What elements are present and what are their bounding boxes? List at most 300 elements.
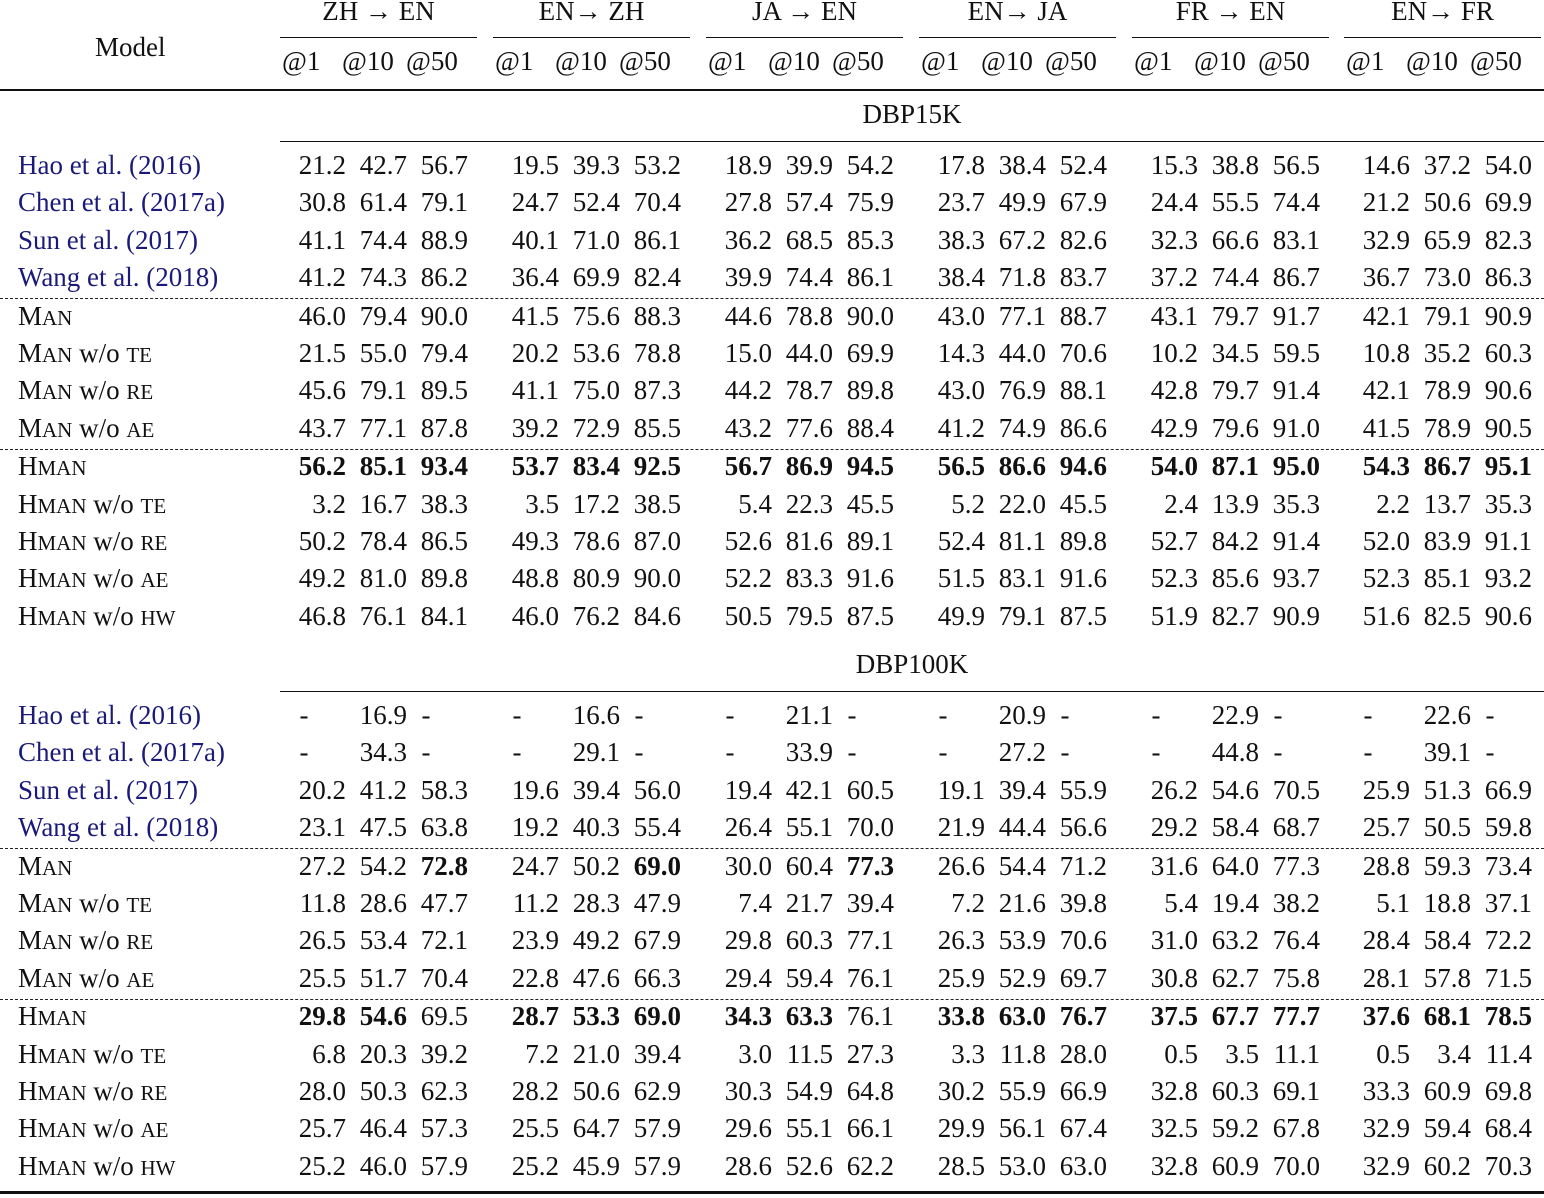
model-rest: AN — [42, 417, 73, 442]
metric-value: 76.4 — [1272, 925, 1320, 956]
metric-value: 37.5 — [1150, 1001, 1198, 1032]
metric-value: 88.1 — [1059, 375, 1107, 406]
metric-value: 50.5 — [1423, 811, 1471, 842]
model-initial: M — [18, 850, 43, 881]
metric-value: - — [1273, 737, 1283, 768]
metric-value: 75.0 — [572, 375, 620, 406]
metric-value: 23.7 — [937, 187, 985, 218]
metric-value: 44.6 — [724, 300, 772, 331]
metric-value: 25.5 — [298, 962, 346, 993]
metric-value: 42.1 — [1362, 375, 1410, 406]
model-name — [18, 301, 72, 332]
cmidrule — [1132, 37, 1329, 38]
metric-value: 79.1 — [1423, 300, 1471, 331]
metric-value: 64.0 — [1211, 850, 1259, 881]
metric-value: 63.0 — [1059, 1150, 1107, 1181]
metric-value: - — [847, 737, 857, 768]
metric-value: 45.5 — [846, 488, 894, 519]
metric-value: 86.7 — [1272, 261, 1320, 292]
metric-value: 11.8 — [999, 1038, 1046, 1069]
model-initial: H — [18, 1150, 38, 1181]
model-rest: MAN — [37, 456, 87, 481]
metric-value: 58.4 — [1423, 925, 1471, 956]
metric-value: 38.4 — [998, 150, 1046, 180]
citation-link[interactable]: Sun et al. (2017) — [18, 774, 198, 805]
metric-value: 86.6 — [998, 451, 1046, 482]
metric-value: 71.2 — [1059, 850, 1107, 881]
metric-value: 79.4 — [420, 338, 468, 368]
metric-value: 36.7 — [1362, 261, 1410, 292]
metric-value: 56.7 — [420, 150, 468, 180]
model-initial: H — [18, 488, 38, 519]
metric-value: 72.8 — [420, 850, 468, 881]
metric-value: 88.9 — [420, 224, 468, 255]
metric-value: 42.9 — [1150, 412, 1198, 443]
metric-value: - — [1363, 737, 1373, 768]
metric-value: 40.1 — [511, 224, 559, 255]
citation-link[interactable]: Sun et al. (2017) — [18, 224, 198, 255]
metric-value: - — [938, 737, 948, 768]
metric-value: 52.4 — [1059, 150, 1107, 180]
metric-value: 32.9 — [1362, 224, 1410, 255]
variant-component: HW — [140, 605, 176, 630]
metric-value: 13.7 — [1423, 488, 1471, 519]
metric-value: 25.7 — [298, 1113, 346, 1144]
metric-value: 49.9 — [998, 187, 1046, 218]
metric-value: 60.5 — [846, 774, 894, 805]
metric-value: 49.2 — [298, 563, 346, 594]
metric-value: 81.0 — [359, 563, 407, 594]
metric-value: 32.9 — [1362, 1150, 1410, 1181]
model-initial: M — [18, 925, 43, 956]
metric-value: 85.1 — [1423, 563, 1471, 594]
metric-value: 38.5 — [633, 488, 681, 519]
metric-value: 63.3 — [785, 1001, 833, 1032]
metric-value: 83.7 — [1059, 261, 1107, 292]
metric-value: 93.7 — [1272, 563, 1320, 594]
metric-value: 55.4 — [633, 811, 681, 842]
direction-header: FR → EN — [1175, 0, 1286, 26]
metric-value: 57.8 — [1423, 962, 1471, 993]
metric-value: 64.8 — [846, 1076, 894, 1106]
metric-value: 47.9 — [633, 888, 681, 918]
metric-value: 71.8 — [998, 261, 1046, 292]
metric-value: 14.3 — [937, 338, 985, 368]
metric-value: 86.1 — [633, 224, 681, 255]
metric-value: 59.8 — [1484, 811, 1532, 842]
metric-value: 66.1 — [846, 1113, 894, 1144]
metric-value: 79.4 — [359, 300, 407, 331]
metric-value: 37.1 — [1484, 888, 1532, 918]
metric-value: 10.8 — [1362, 338, 1410, 368]
metric-value: 94.5 — [846, 451, 894, 482]
metric-value: 70.4 — [420, 962, 468, 993]
metric-value: 44.4 — [998, 811, 1046, 842]
metric-value: 52.4 — [937, 526, 985, 556]
metric-value: - — [725, 700, 735, 730]
metric-value: 39.8 — [1059, 888, 1107, 918]
metric-value: 90.0 — [846, 300, 894, 331]
k-header: @10 — [555, 46, 607, 76]
model-name — [18, 1076, 167, 1107]
metric-value: 89.8 — [1059, 526, 1107, 556]
metric-value: 90.5 — [1484, 412, 1532, 443]
model-name — [18, 526, 167, 557]
metric-value: 34.3 — [724, 1001, 772, 1032]
variant-component: AE — [140, 1118, 169, 1143]
metric-value: 95.0 — [1272, 451, 1320, 482]
metric-value: 54.6 — [359, 1001, 407, 1032]
k-header: @1 — [1134, 46, 1173, 76]
metric-value: - — [1151, 700, 1161, 730]
metric-value: 50.3 — [359, 1076, 407, 1106]
model-initial: M — [18, 375, 43, 406]
cmidrule — [280, 37, 477, 38]
metric-value: 52.4 — [572, 187, 620, 218]
metric-value: 77.1 — [998, 300, 1046, 331]
variant-prefix: w/o — [86, 1076, 141, 1106]
metric-value: 79.7 — [1211, 375, 1259, 406]
metric-value: 41.1 — [511, 375, 559, 406]
model-initial: H — [18, 1038, 38, 1069]
k-header: @50 — [1470, 46, 1522, 76]
metric-value: 83.1 — [1272, 224, 1320, 255]
variant-prefix: w/o — [72, 338, 127, 368]
model-name — [18, 1113, 169, 1144]
metric-value: 47.7 — [420, 888, 468, 918]
metric-value: 60.3 — [1211, 1076, 1259, 1106]
metric-value: 6.8 — [312, 1038, 346, 1069]
metric-value: 45.5 — [1059, 488, 1107, 519]
metric-value: 50.6 — [572, 1076, 620, 1106]
model-initial: M — [18, 338, 43, 368]
metric-value: 46.0 — [298, 300, 346, 331]
metric-value: 76.7 — [1059, 1001, 1107, 1032]
metric-value: 51.9 — [1150, 600, 1198, 631]
metric-value: 91.6 — [1059, 563, 1107, 594]
model-initial: M — [18, 300, 43, 331]
metric-value: 95.1 — [1484, 451, 1532, 482]
model-rest: MAN — [37, 605, 87, 630]
direction-header: EN→ FR — [1391, 0, 1494, 26]
metric-value: 76.1 — [846, 962, 894, 993]
metric-value: - — [421, 737, 431, 768]
metric-value: 94.6 — [1059, 451, 1107, 482]
metric-value: 53.6 — [572, 338, 620, 368]
metric-value: 93.4 — [420, 451, 468, 482]
metric-value: 48.8 — [511, 563, 559, 594]
metric-value: 19.5 — [511, 150, 559, 180]
metric-value: 70.0 — [1272, 1150, 1320, 1181]
metric-value: 59.2 — [1211, 1113, 1259, 1144]
metric-value: 39.2 — [511, 412, 559, 443]
metric-value: 39.2 — [420, 1038, 468, 1069]
metric-value: - — [634, 700, 644, 730]
metric-value: 74.4 — [1211, 261, 1259, 292]
metric-value: 75.9 — [846, 187, 894, 218]
metric-value: 70.0 — [846, 811, 894, 842]
model-initial: H — [18, 1001, 38, 1032]
metric-value: 19.4 — [724, 774, 772, 805]
metric-value: 32.3 — [1150, 224, 1198, 255]
citation-link[interactable]: Wang et al. (2018) — [18, 261, 219, 292]
metric-value: 87.5 — [1059, 600, 1107, 631]
metric-value: 53.0 — [998, 1150, 1046, 1181]
citation-link[interactable]: Chen et al. (2017a) — [18, 187, 225, 218]
metric-value: 28.0 — [298, 1076, 346, 1106]
variant-prefix: w/o — [86, 600, 141, 631]
metric-value: 28.1 — [1362, 962, 1410, 993]
k-header: @50 — [1258, 46, 1310, 76]
metric-value: 55.0 — [359, 338, 407, 368]
metric-value: 77.6 — [785, 412, 833, 443]
metric-value: 20.3 — [359, 1038, 407, 1069]
metric-value: 87.5 — [846, 600, 894, 631]
metric-value: - — [634, 737, 644, 768]
metric-value: 32.8 — [1150, 1150, 1198, 1181]
metric-value: 63.8 — [420, 811, 468, 842]
metric-value: 56.7 — [724, 451, 772, 482]
citation-link[interactable]: Hao et al. (2016) — [18, 150, 201, 180]
metric-value: 86.7 — [1423, 451, 1471, 482]
metric-value: 80.9 — [572, 563, 620, 594]
metric-value: 62.2 — [846, 1150, 894, 1181]
metric-value: 54.0 — [1484, 150, 1532, 180]
metric-value: 52.3 — [1150, 563, 1198, 594]
metric-value: 54.9 — [785, 1076, 833, 1106]
metric-value: 34.5 — [1211, 338, 1259, 368]
metric-value: 26.2 — [1150, 774, 1198, 805]
metric-value: 69.0 — [633, 850, 681, 881]
citation-link[interactable]: Hao et al. (2016) — [18, 700, 201, 730]
metric-value: 5.1 — [1376, 888, 1410, 918]
metric-value: 93.2 — [1484, 563, 1532, 594]
metric-value: 78.9 — [1423, 412, 1471, 443]
metric-value: 74.4 — [1272, 187, 1320, 218]
metric-value: 86.9 — [785, 451, 833, 482]
cmidrule — [1344, 37, 1541, 38]
metric-value: 21.0 — [572, 1038, 620, 1069]
metric-value: 83.9 — [1423, 526, 1471, 556]
model-rest: AN — [42, 343, 73, 367]
metric-value: 65.9 — [1423, 224, 1471, 255]
metric-value: 74.9 — [998, 412, 1046, 443]
metric-value: 90.0 — [420, 300, 468, 331]
metric-value: 47.5 — [359, 811, 407, 842]
metric-value: 88.7 — [1059, 300, 1107, 331]
metric-value: 61.4 — [359, 187, 407, 218]
model-rest: AN — [42, 380, 73, 405]
metric-value: 76.1 — [359, 600, 407, 631]
metric-value: 43.1 — [1150, 300, 1198, 331]
metric-value: 32.5 — [1150, 1113, 1198, 1144]
metric-value: 91.7 — [1272, 300, 1320, 331]
variant-prefix: w/o — [86, 526, 141, 556]
variant-component: TE — [140, 493, 167, 518]
metric-value: 66.3 — [633, 962, 681, 993]
metric-value: 70.6 — [1059, 925, 1107, 956]
metric-value: 67.8 — [1272, 1113, 1320, 1144]
metric-value: 49.9 — [937, 600, 985, 631]
model-name — [18, 1001, 87, 1032]
metric-value: 83.1 — [998, 563, 1046, 594]
model-name — [18, 888, 152, 919]
metric-value: 0.5 — [1164, 1038, 1198, 1069]
metric-value: 77.3 — [846, 850, 894, 881]
metric-value: 27.2 — [298, 850, 346, 881]
metric-value: 90.6 — [1484, 600, 1532, 631]
metric-value: 39.4 — [633, 1038, 681, 1069]
metric-value: 74.4 — [359, 224, 407, 255]
metric-value: 25.2 — [298, 1150, 346, 1181]
variant-component: RE — [140, 531, 168, 555]
metric-value: 21.5 — [298, 338, 346, 368]
metric-value: 47.6 — [572, 962, 620, 993]
metric-value: 81.6 — [785, 526, 833, 556]
metric-value: 25.2 — [511, 1150, 559, 1181]
metric-value: 46.0 — [359, 1150, 407, 1181]
model-rest: AN — [42, 305, 73, 330]
metric-value: 90.6 — [1484, 375, 1532, 406]
metric-value: 88.3 — [633, 300, 681, 331]
k-header: @10 — [981, 46, 1033, 76]
metric-value: 74.4 — [785, 261, 833, 292]
metric-value: 88.4 — [846, 412, 894, 443]
metric-value: 19.4 — [1211, 888, 1259, 918]
metric-value: 54.3 — [1362, 451, 1410, 482]
metric-value: 5.2 — [951, 488, 985, 519]
metric-value: 24.4 — [1150, 187, 1198, 218]
metric-value: 85.3 — [846, 224, 894, 255]
metric-value: 86.1 — [846, 261, 894, 292]
metric-value: 60.4 — [785, 850, 833, 881]
metric-value: 43.0 — [937, 300, 985, 331]
variant-component: RE — [140, 1081, 168, 1105]
metric-value: 20.2 — [511, 338, 559, 368]
metric-value: 83.4 — [572, 451, 620, 482]
metric-value: 66.6 — [1211, 224, 1259, 255]
metric-value: 54.2 — [359, 850, 407, 881]
model-initial: H — [18, 563, 38, 594]
metric-value: 51.3 — [1423, 774, 1471, 805]
metric-value: 3.3 — [951, 1038, 985, 1069]
model-rest: AN — [42, 855, 73, 880]
metric-value: 60.9 — [1211, 1150, 1259, 1181]
metric-value: 2.2 — [1376, 488, 1410, 519]
metric-value: 92.5 — [633, 451, 681, 482]
metric-value: 52.6 — [724, 526, 772, 556]
metric-value: 89.8 — [846, 375, 894, 406]
metric-value: 45.6 — [298, 375, 346, 406]
metric-value: 74.3 — [359, 261, 407, 292]
variant-prefix: w/o — [72, 412, 127, 443]
metric-value: 42.8 — [1150, 375, 1198, 406]
metric-value: 23.1 — [298, 811, 346, 842]
variant-prefix: w/o — [86, 563, 141, 594]
model-initial: H — [18, 600, 38, 631]
metric-value: 21.2 — [298, 150, 346, 180]
metric-value: 25.5 — [511, 1113, 559, 1144]
metric-value: 91.4 — [1272, 375, 1320, 406]
model-name — [18, 563, 169, 594]
metric-value: - — [847, 700, 857, 730]
metric-value: 60.3 — [1484, 338, 1532, 368]
metric-value: 57.9 — [633, 1150, 681, 1181]
metric-value: 59.3 — [1423, 850, 1471, 881]
metric-value: 78.9 — [1423, 375, 1471, 406]
metric-value: 24.7 — [511, 850, 559, 881]
metric-value: 18.8 — [1423, 888, 1471, 918]
metric-value: 31.6 — [1150, 850, 1198, 881]
metric-value: 22.8 — [511, 962, 559, 993]
metric-value: 76.1 — [846, 1001, 894, 1032]
metric-value: 23.9 — [511, 925, 559, 956]
metric-value: - — [1485, 700, 1495, 730]
metric-value: - — [1363, 700, 1373, 730]
metric-value: 79.6 — [1211, 412, 1259, 443]
metric-value: 76.2 — [572, 600, 620, 631]
metric-value: 24.7 — [511, 187, 559, 218]
k-header: @10 — [342, 46, 394, 76]
variant-prefix: w/o — [86, 1150, 141, 1181]
metric-value: 21.9 — [937, 811, 985, 842]
metric-value: 84.6 — [633, 600, 681, 631]
variant-component: TE — [140, 1043, 167, 1068]
metric-value: 79.1 — [359, 375, 407, 406]
metric-value: 15.0 — [724, 338, 772, 368]
metric-value: 19.1 — [937, 774, 985, 805]
metric-value: 90.9 — [1484, 300, 1532, 331]
metric-value: - — [1151, 737, 1161, 768]
metric-value: 53.3 — [572, 1001, 620, 1032]
k-header: @50 — [619, 46, 671, 76]
variant-prefix: w/o — [86, 1113, 141, 1144]
direction-header: ZH → EN — [322, 0, 435, 26]
metric-value: 69.9 — [1484, 187, 1532, 218]
metric-value: 55.1 — [785, 811, 833, 842]
metric-value: 28.7 — [511, 1001, 559, 1032]
metric-value: 39.4 — [572, 774, 620, 805]
metric-value: 28.5 — [937, 1150, 985, 1181]
variant-component: TE — [126, 893, 153, 917]
metric-value: 29.2 — [1150, 811, 1198, 842]
variant-component: AE — [140, 568, 169, 593]
metric-value: - — [512, 700, 522, 730]
metric-value: 79.1 — [420, 187, 468, 218]
metric-value: 68.4 — [1484, 1113, 1532, 1144]
metric-value: 21.2 — [1362, 187, 1410, 218]
cmidrule — [493, 37, 690, 38]
metric-value: 27.3 — [846, 1038, 894, 1069]
metric-value: 14.6 — [1362, 150, 1410, 180]
metric-value: 66.9 — [1059, 1076, 1107, 1106]
metric-value: - — [725, 737, 735, 768]
k-header: @1 — [282, 46, 321, 76]
metric-value: 44.0 — [998, 338, 1046, 368]
metric-value: 59.4 — [785, 962, 833, 993]
metric-value: 57.9 — [633, 1113, 681, 1144]
metric-value: 46.8 — [298, 600, 346, 631]
metric-value: 53.4 — [359, 925, 407, 956]
metric-value: 70.6 — [1059, 338, 1107, 368]
metric-value: 77.1 — [846, 925, 894, 956]
citation-link[interactable]: Wang et al. (2018) — [18, 811, 219, 842]
metric-value: 79.1 — [998, 600, 1046, 631]
metric-value: 84.2 — [1211, 526, 1259, 556]
metric-value: 73.0 — [1423, 261, 1471, 292]
citation-link[interactable]: Chen et al. (2017a) — [18, 737, 225, 768]
metric-value: 81.1 — [998, 526, 1046, 556]
